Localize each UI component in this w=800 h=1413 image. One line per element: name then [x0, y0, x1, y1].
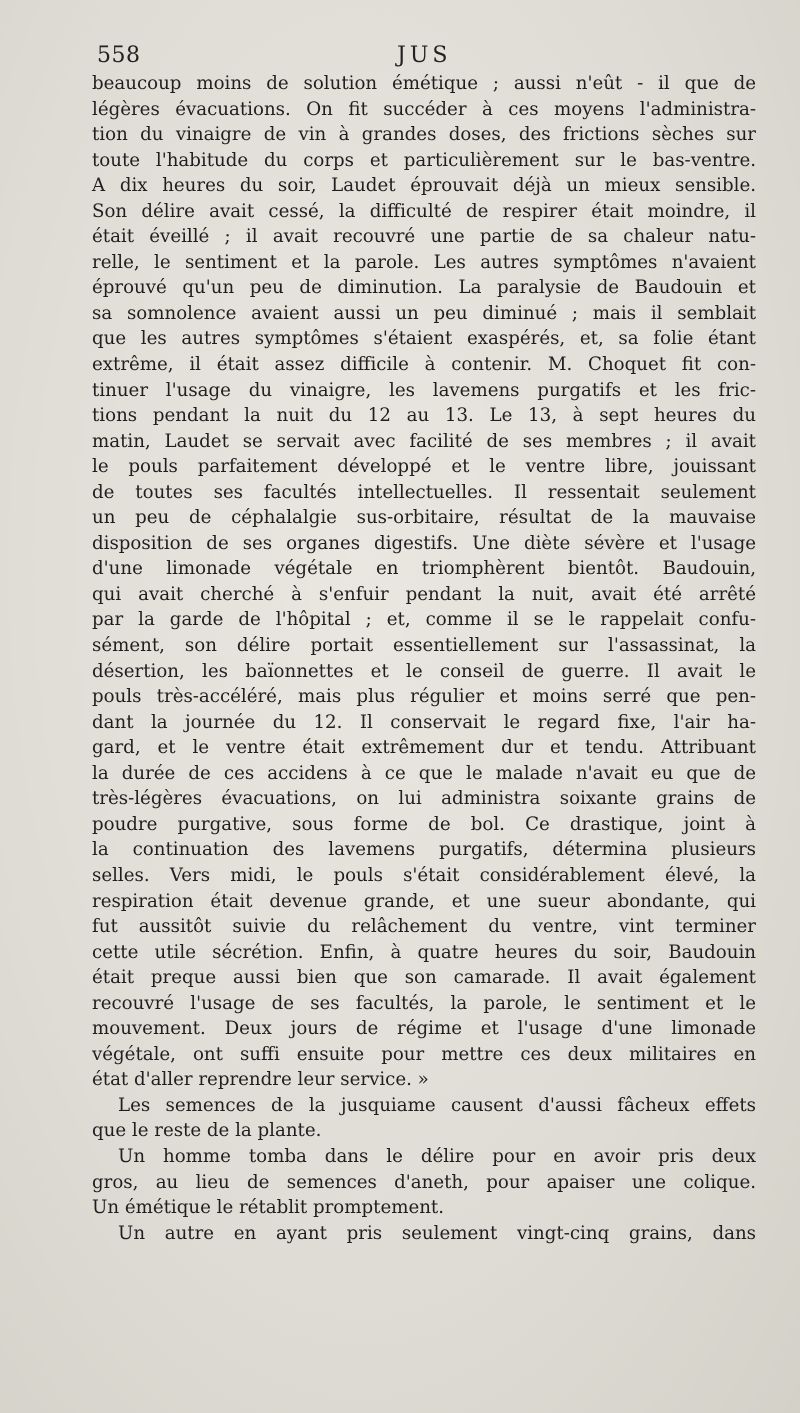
text-line: tion du vinaigre de vin à grandes doses, des frictions sèches sur	[92, 124, 756, 146]
text-line: un peu de céphalalgie sus-orbitaire, résultat de la mauvaise	[92, 507, 756, 529]
body-text	[92, 71, 756, 1246]
text-line: la continuation des lavemens purgatifs, détermina plusieurs	[92, 839, 756, 861]
text-line: sa somnolence avaient aussi un peu diminué ; mais il semblait	[92, 302, 756, 324]
text-line: respiration était devenue grande, et une sueur abondante, qui	[92, 890, 756, 912]
text-line: Un autre en ayant pris seulement vingt-cinq grains, dans	[118, 1222, 756, 1244]
page-number: 558	[97, 43, 141, 68]
text-line: très-légères évacuations, on lui administra soixante grains de	[92, 788, 756, 810]
paragraph	[92, 1221, 756, 1247]
text-line: Un homme tomba dans le délire pour en avoir pris deux	[118, 1145, 756, 1167]
text-line: état d'aller reprendre leur service. »	[92, 1069, 429, 1091]
text-line: cette utile sécrétion. Enfin, à quatre heures du soir, Baudouin	[92, 941, 756, 963]
text-line: A dix heures du soir, Laudet éprouvait déjà un mieux sensible.	[92, 175, 756, 197]
text-line: poudre purgative, sous forme de bol. Ce drastique, joint à	[92, 813, 756, 835]
paragraph	[92, 1093, 756, 1144]
text-line: de toutes ses facultés intellectuelles. Il ressentait seulement	[92, 481, 756, 503]
text-line: pouls très-accéléré, mais plus régulier et moins serré que pen-	[92, 686, 756, 708]
text-line: d'une limonade végétale en triomphèrent bientôt. Baudouin,	[92, 558, 756, 580]
text-line: sément, son délire portait essentiellement sur l'assassinat, la	[92, 635, 756, 657]
text-line: végétale, ont suffi ensuite pour mettre ces deux militaires en	[92, 1043, 756, 1065]
text-line: qui avait cherché à s'enfuir pendant la nuit, avait été arrêté	[92, 583, 756, 605]
text-line: relle, le sentiment et la parole. Les autres symptômes n'avaient	[92, 251, 756, 273]
text-line: éprouvé qu'un peu de diminution. La paralysie de Baudouin et	[92, 277, 756, 299]
text-line: par la garde de l'hôpital ; et, comme il se le rappelait confu-	[92, 609, 756, 631]
running-head: JUS	[397, 43, 452, 68]
text-line: était éveillé ; il avait recouvré une partie de sa chaleur natu-	[92, 226, 756, 248]
text-line: beaucoup moins de solution émétique ; aussi n'eût - il que de	[92, 73, 756, 94]
text-line: disposition de ses organes digestifs. Une diète sévère et l'usage	[92, 532, 756, 554]
text-line: Son délire avait cessé, la difficulté de respirer était moindre, il	[92, 200, 756, 222]
text-line: Les semences de la jusquiame causent d'aussi fâcheux effets	[118, 1094, 756, 1116]
text-line: tions pendant la nuit du 12 au 13. Le 13, à sept heures du	[92, 405, 756, 427]
text-line: la durée de ces accidens à ce que le malade n'avait eu que de	[92, 762, 756, 784]
text-line: tinuer l'usage du vinaigre, les lavemens purgatifs et les fric-	[92, 379, 756, 401]
text-line: le pouls parfaitement développé et le ventre libre, jouissant	[92, 456, 756, 478]
text-line: que le reste de la plante.	[92, 1120, 322, 1142]
text-line: gard, et le ventre était extrêmement dur et tendu. Attribuant	[92, 737, 756, 759]
text-line: dant la journée du 12. Il conservait le regard fixe, l'air ha-	[92, 711, 756, 733]
text-line: extrême, il était assez difficile à contenir. M. Choquet fit con-	[92, 354, 756, 376]
text-line: fut aussitôt suivie du relâchement du ventre, vint terminer	[92, 916, 756, 938]
text-line: mouvement. Deux jours de régime et l'usage d'une limonade	[92, 1018, 756, 1040]
text-line: gros, au lieu de semences d'aneth, pour apaiser une colique.	[92, 1171, 756, 1193]
text-line: Un émétique le rétablit promptement.	[92, 1197, 445, 1219]
text-line: matin, Laudet se servait avec facilité de ses membres ; il avait	[92, 430, 756, 452]
paragraph	[92, 71, 756, 1093]
text-line: recouvré l'usage de ses facultés, la parole, le sentiment et le	[92, 992, 756, 1014]
paragraph	[92, 1144, 756, 1221]
text-line: désertion, les baïonnettes et le conseil de guerre. Il avait le	[92, 660, 756, 682]
text-line: toute l'habitude du corps et particulièrement sur le bas-ventre.	[92, 149, 756, 171]
text-line: légères évacuations. On fit succéder à ces moyens l'administra-	[92, 98, 756, 120]
text-line: était preque aussi bien que son camarade. Il avait également	[92, 967, 756, 989]
text-line: selles. Vers midi, le pouls s'était considérablement élevé, la	[92, 864, 756, 886]
text-line: que les autres symptômes s'étaient exaspérés, et, sa folie étant	[92, 328, 756, 350]
